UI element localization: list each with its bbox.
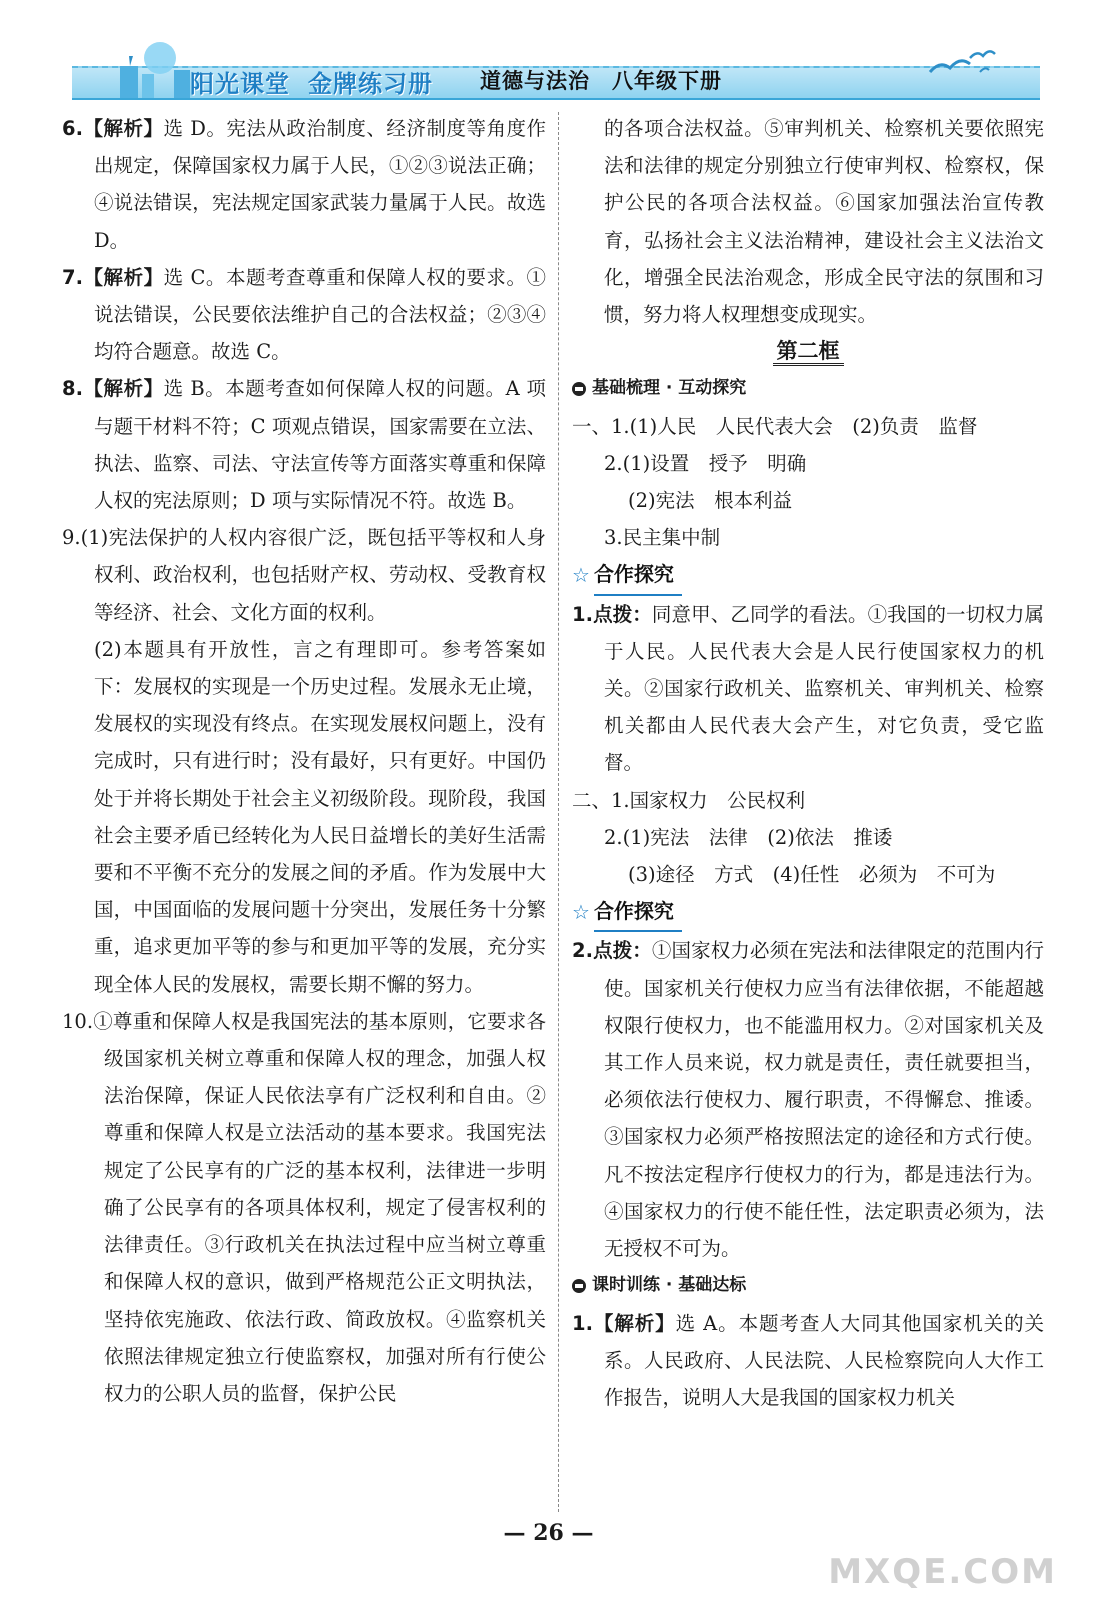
cooperative-inquiry-1	[572, 556, 1044, 595]
answer-10-text: ①尊重和保障人权是我国宪法的基本原则，它要求各级国家机关树立尊重和保障人权的理念，加强人权法治保障，保证人民依法享有广泛权利和自由。②尊重和保障人权是立法活动的基本要求。我国宪法规定了公民享有的广泛的基本权利，法律进一步明确了公民享有的各项具体权利，规定了侵害权利的法律责任。③行政机关在执法过程中应当树立尊重和保障人权的意识，做到严格规范公正文明执法，坚持依宪施政、依法行政、简政放权。④监察机关依照法律规定独立行使监察权，加强对所有行使公权力的公职人员的监督，保护公民	[93, 1009, 546, 1405]
section-bullet-icon	[572, 1279, 586, 1293]
subject-title	[480, 65, 722, 95]
inquiry-answer-2	[572, 932, 1044, 1267]
cooperative-inquiry-2-label: 合作探究	[594, 893, 682, 932]
training-answer-1-text: 选 A。本题考查人大同其他国家机关的关系。人民政府、人民法院、人民检察院向人大作工作报告，说明人大是我国的国家权力机关	[604, 1311, 1044, 1409]
review-line-5: 二、1.国家权力 公民权利	[572, 788, 806, 812]
section-lesson-training	[572, 1267, 1044, 1304]
watermark: MXQE.COM	[828, 1552, 1057, 1592]
inquiry-answer-1-text: 同意甲、乙同学的看法。①我国的一切权力属于人民。人民代表大会是人民行使国家权力的机关。②国家行政机关、监察机关、审判机关、检察机关都由人民代表大会产生，对它负责，受它监督。	[604, 602, 1044, 775]
birds-icon	[925, 42, 1005, 82]
right-column	[572, 110, 1044, 1416]
review-line-1: 一、1.(1)人民 人民代表大会 (2)负责 监督	[572, 414, 978, 438]
review-line-6: 2.(1)宪法 法律 (2)依法 推诿	[604, 825, 893, 849]
review-line-3: (2)宪法 根本利益	[628, 489, 793, 513]
page-header	[60, 28, 1045, 106]
review-line-4: 3.民主集中制	[604, 526, 721, 550]
answer-10-continued	[572, 110, 1044, 333]
answer-6-tag: 6.【解析】	[62, 117, 164, 140]
answer-8	[62, 370, 546, 519]
grade-name: 八年级下册	[612, 69, 722, 93]
inquiry-answer-2-text: ①国家权力必须在宪法和法律限定的范围内行使。国家机关行使权力应当有法律依据，不能超越权限行使权力，也不能滥用权力。②对国家机关及其工作人员来说，权力就是责任，责任就要担当，必须依法行使权力、履行职责，不得懈怠、推诿。③国家权力必须严格按照法定的途径和方式行使。凡不按法定程序行使权力的行为，都是违法行为。④国家权力的行使不能任性，法定职责必须为，法无授权不可为。	[604, 939, 1044, 1261]
answer-7	[62, 259, 546, 371]
training-answer-1-tag: 1.【解析】	[572, 1311, 676, 1335]
answer-8-text: 选 B。本题考查如何保障人权的问题。A 项与题干材料不符；C 项观点错误，国家需要在立法、执法、监察、司法、守法宣传等方面落实尊重和保障人权的宪法原则；D 项与实际情况不符。故选 B。	[94, 377, 546, 513]
answer-10	[62, 1003, 546, 1412]
star-icon: ☆	[572, 563, 590, 588]
review-line-2: 2.(1)设置 授予 明确	[604, 451, 807, 475]
cooperative-inquiry-2	[572, 893, 1044, 932]
section-lesson-training-label: 课时训练 · 基础达标	[592, 1275, 747, 1296]
frame-title	[572, 333, 1044, 370]
inquiry-answer-1	[572, 596, 1044, 782]
review-line-7: (3)途径 方式 (4)任性 必须为 不可为	[628, 863, 996, 887]
answer-9-num: 9.	[62, 526, 81, 550]
answer-7-text: 选 C。本题考查尊重和保障人权的要求。①说法错误，公民要依法维护自己的合法权益；②③④均符合题意。故选 C。	[94, 265, 546, 364]
section-basic-review-label: 基础梳理 · 互动探究	[592, 378, 747, 399]
answer-8-tag: 8.【解析】	[62, 377, 164, 401]
answer-7-tag: 7.【解析】	[62, 265, 164, 289]
answer-9-part1	[62, 519, 546, 631]
cooperative-inquiry-1-label: 合作探究	[594, 556, 682, 595]
page-number: — 26 —	[503, 1520, 594, 1546]
section-basic-review	[572, 370, 1044, 407]
answer-10-continued-text: 的各项合法权益。⑤审判机关、检察机关要依照宪法和法律的规定分别独立行使审判权、检察权，保护公民的各项合法权益。⑥国家加强法治宣传教育，弘扬社会主义法治精神，建设社会主义法治文化，增强全民法治观念，形成全民守法的氛围和习惯，努力将人权理想变成现实。	[604, 117, 1044, 327]
brand-name-2: 金牌练习册	[308, 70, 433, 98]
answer-9-part2-text: (2)本题具有开放性，言之有理即可。参考答案如下：发展权的实现是一个历史过程。发展永无止境，发展权的实现没有终点。在实现发展权问题上，没有完成时，只有进行时；没有最好，只有更好。中国仍处于并将长期处于社会主义初级阶段。现阶段，我国社会主要矛盾已经转化为人民日益增长的美好生活需要和不平衡不充分的发展之间的矛盾。作为发展中大国，中国面临的发展问题十分突出，发展任务十分繁重，追求更加平等的参与和更加平等的发展，充分实现全体人民的发展权，需要长期不懈的努力。	[94, 637, 546, 996]
left-column	[62, 110, 546, 1412]
inquiry-answer-2-tag: 2.点拨：	[572, 939, 652, 963]
answer-9-part2	[62, 631, 546, 1003]
star-icon: ☆	[572, 900, 590, 925]
answer-9-part1-text: (1)宪法保护的人权内容很广泛，既包括平等权和人身权利、政治权利，也包括财产权、劳动权、受教育权等经济、社会、文化方面的权利。	[80, 526, 546, 624]
frame-title-text: 第二框	[773, 339, 844, 366]
answer-6-text: 选 D。宪法从政治制度、经济制度等角度作出规定，保障国家权力属于人民，①②③说法正确；④说法错误，宪法规定国家武装力量属于人民。故选 D。	[94, 117, 546, 252]
section-bullet-icon	[572, 382, 586, 396]
answer-6	[62, 110, 546, 259]
inquiry-answer-1-tag: 1.点拨：	[572, 602, 652, 626]
brand-title	[190, 64, 433, 99]
subject-name: 道德与法治	[480, 69, 590, 93]
brand-name-1: 阳光课堂	[190, 70, 290, 98]
column-divider	[558, 112, 559, 1512]
answer-10-num: 10.	[62, 1009, 94, 1033]
training-answer-1	[572, 1305, 1044, 1417]
